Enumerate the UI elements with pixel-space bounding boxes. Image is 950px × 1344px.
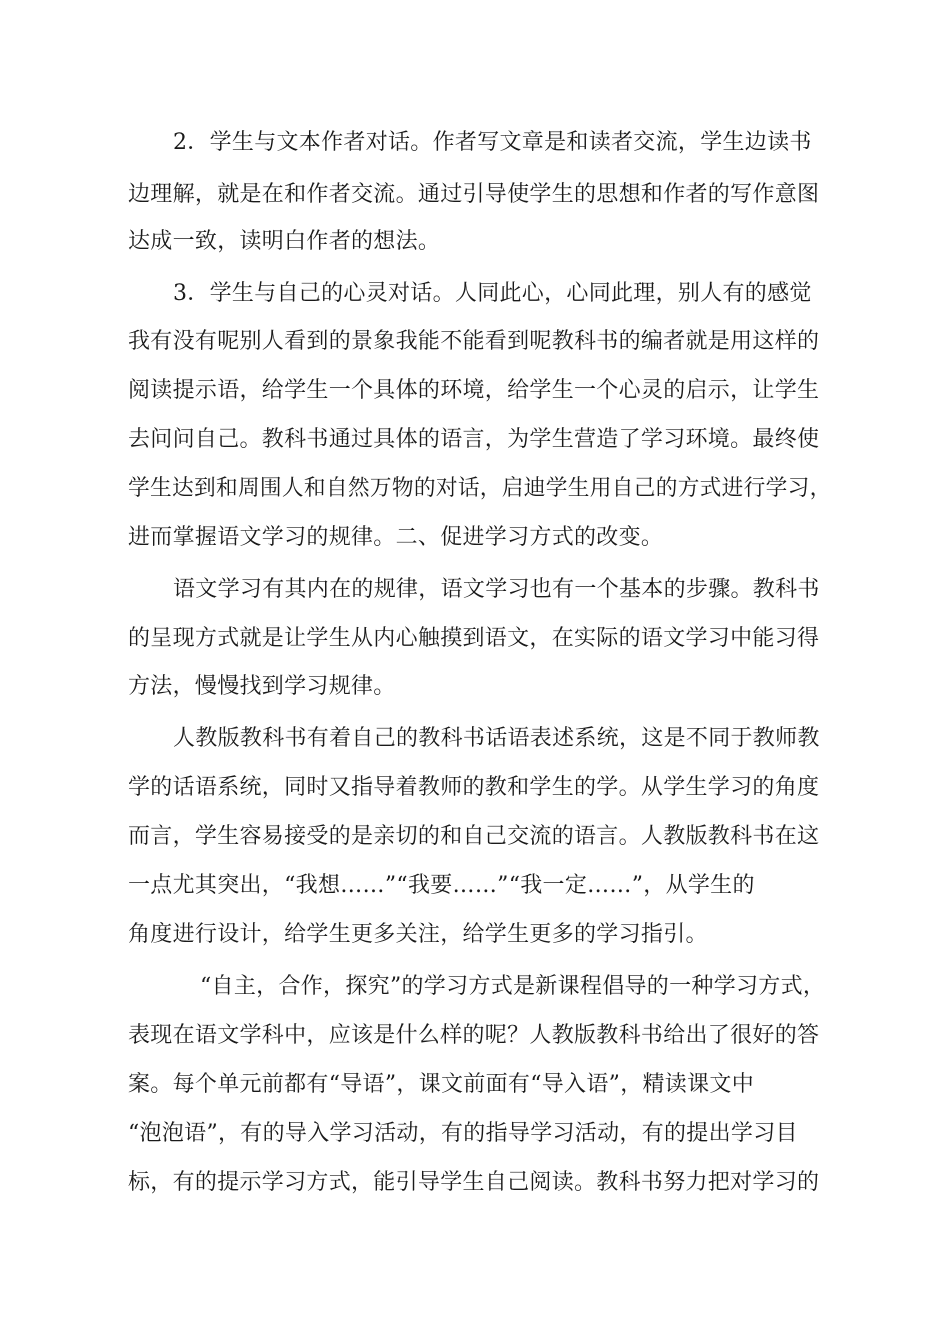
text-line: 一点尤其突出，“我想……”“我要……”“我一定……”，从学生的 (128, 873, 755, 898)
text-line: 案。每个单元前都有“导语”，课文前面有“导入语”，精读课文中 (128, 1072, 754, 1097)
text-line: 表现在语文学科中，应该是什么样的呢？人教版教科书给出了很好的答 (128, 1023, 820, 1048)
text-line: 去问问自己。教科书通过具体的语言，为学生营造了学习环境。最终使 (128, 427, 820, 452)
text-line: 边理解，就是在和作者交流。通过引导使学生的思想和作者的写作意图 (128, 182, 820, 207)
text-line: 而言，学生容易接受的是亲切的和自己交流的语言。人教版教科书在这 (128, 824, 820, 849)
text-line: 人教版教科书有着自己的教科书话语表述系统，这是不同于教师教 (173, 726, 820, 751)
text-line: 方法，慢慢找到学习规律。 (128, 674, 396, 699)
text-line: 角度进行设计，给学生更多关注，给学生更多的学习指引。 (128, 922, 708, 947)
text-line: 学生达到和周围人和自然万物的对话，启迪学生用自己的方式进行学习， (128, 476, 832, 501)
text-line: 达成一致，读明白作者的想法。 (128, 229, 441, 254)
text-line: 进而掌握语文学习的规律。二、促进学习方式的改变。 (128, 525, 664, 550)
text-line: 标，有的提示学习方式，能引导学生自己阅读。教科书努力把对学习的 (128, 1170, 820, 1195)
text-line: 3．学生与自己的心灵对话。人同此心，心同此理，别人有的感觉 (173, 281, 812, 306)
text-line: 的呈现方式就是让学生从内心触摸到语文，在实际的语文学习中能习得 (128, 626, 820, 651)
text-line: 2．学生与文本作者对话。作者写文章是和读者交流，学生边读书 (173, 130, 812, 155)
text-line: 阅读提示语，给学生一个具体的环境，给学生一个心灵的启示，让学生 (128, 378, 820, 403)
text-line: 语文学习有其内在的规律，语文学习也有一个基本的步骤。教科书 (173, 577, 820, 602)
text-line: 我有没有呢别人看到的景象我能不能看到呢教科书的编者就是用这样的 (128, 329, 820, 354)
text-line: 学的话语系统，同时又指导着教师的教和学生的学。从学生学习的角度 (128, 775, 820, 800)
text-line: “自主，合作，探究”的学习方式是新课程倡导的一种学习方式， (200, 974, 826, 999)
text-line: “泡泡语”，有的导入学习活动，有的指导学习活动，有的提出学习目 (128, 1121, 798, 1146)
